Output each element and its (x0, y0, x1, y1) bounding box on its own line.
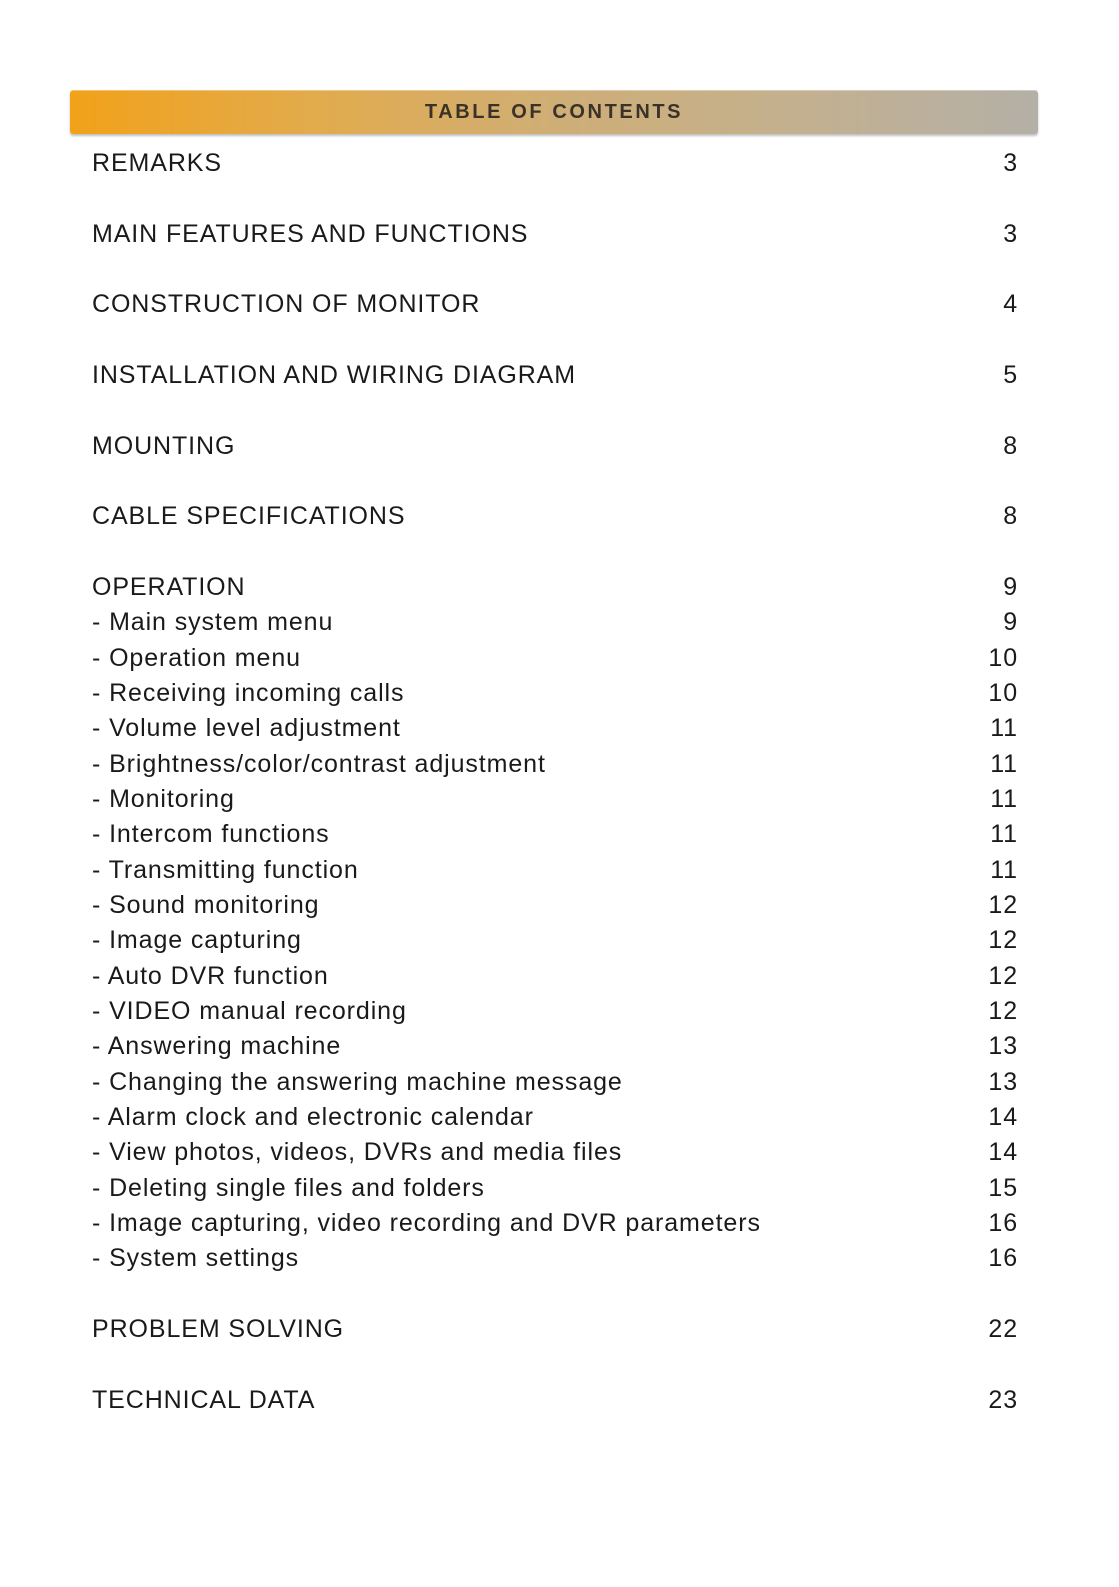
toc-entry-title: PROBLEM SOLVING (92, 1315, 344, 1343)
toc-subentry-sound-monitoring[interactable] (92, 888, 1018, 922)
toc-subentry-auto-dvr[interactable] (92, 959, 1018, 993)
toc-entry-page: 9 (1003, 573, 1018, 601)
toc-entry-page: 12 (988, 926, 1018, 954)
toc-entry-operation[interactable] (92, 570, 1018, 604)
toc-entry-title: CABLE SPECIFICATIONS (92, 502, 406, 530)
toc-entry-technical-data[interactable] (92, 1383, 1018, 1417)
toc-entry-title: - Transmitting function (92, 856, 359, 884)
toc-entry-title: - Receiving incoming calls (92, 679, 405, 707)
toc-entry-page: 13 (988, 1032, 1018, 1060)
toc-entry-page: 12 (988, 997, 1018, 1025)
toc-subentry-operation-menu[interactable] (92, 641, 1018, 675)
toc-entry-title: TECHNICAL DATA (92, 1386, 316, 1414)
toc-subentry-deleting-files[interactable] (92, 1171, 1018, 1205)
toc-entry-page: 22 (988, 1315, 1018, 1343)
toc-entry-main-features[interactable] (92, 217, 1018, 251)
toc-entry-title: - Monitoring (92, 785, 235, 813)
toc-entry-page: 5 (1003, 361, 1018, 389)
toc-subentry-view-media[interactable] (92, 1135, 1018, 1169)
toc-entry-title: - Intercom functions (92, 820, 330, 848)
toc-entry-page: 11 (990, 785, 1018, 813)
toc-entry-title: - Alarm clock and electronic calendar (92, 1103, 534, 1131)
toc-entry-page: 14 (988, 1103, 1018, 1131)
toc-entry-title: - Main system menu (92, 608, 334, 636)
toc-entry-construction[interactable] (92, 287, 1018, 321)
toc-entry-title: - VIDEO manual recording (92, 997, 407, 1025)
toc-subentry-system-settings[interactable] (92, 1241, 1018, 1275)
toc-entry-title: - System settings (92, 1244, 300, 1272)
toc-entry-page: 14 (988, 1138, 1018, 1166)
toc-entry-cable-specifications[interactable] (92, 499, 1018, 533)
toc-subentry-capture-parameters[interactable] (92, 1206, 1018, 1240)
toc-entry-page: 11 (990, 856, 1018, 884)
toc-entry-remarks[interactable] (92, 146, 1018, 180)
toc-entry-page: 11 (990, 820, 1018, 848)
toc-entry-title: REMARKS (92, 149, 222, 177)
toc-entry-title: - Changing the answering machine message (92, 1068, 623, 1096)
toc-subentry-monitoring[interactable] (92, 782, 1018, 816)
toc-entry-page: 10 (988, 679, 1018, 707)
toc-subentry-main-system-menu[interactable] (92, 605, 1018, 639)
toc-entry-page: 16 (988, 1209, 1018, 1237)
toc-entry-title: - Deleting single files and folders (92, 1174, 485, 1202)
toc-entry-page: 16 (988, 1244, 1018, 1272)
toc-entry-installation[interactable] (92, 358, 1018, 392)
toc-entry-problem-solving[interactable] (92, 1312, 1018, 1346)
toc-entry-page: 9 (1003, 608, 1018, 636)
toc-entry-page: 3 (1003, 220, 1018, 248)
toc-entry-title: - Operation menu (92, 644, 301, 672)
toc-entry-page: 15 (988, 1174, 1018, 1202)
toc-subentry-intercom[interactable] (92, 817, 1018, 851)
toc-entry-title: - Brightness/color/contrast adjustment (92, 750, 546, 778)
toc-entry-mounting[interactable] (92, 429, 1018, 463)
toc-subentry-receiving-calls[interactable] (92, 676, 1018, 710)
toc-entry-page: 12 (988, 962, 1018, 990)
toc-subentry-volume-level[interactable] (92, 711, 1018, 745)
toc-list (92, 0, 1018, 1587)
toc-entry-title: - Image capturing (92, 926, 302, 954)
toc-subentry-image-capturing[interactable] (92, 923, 1018, 957)
toc-heading: TABLE OF CONTENTS (424, 100, 684, 123)
toc-entry-title: CONSTRUCTION OF MONITOR (92, 290, 481, 318)
toc-entry-page: 11 (990, 750, 1018, 778)
toc-entry-page: 8 (1003, 432, 1018, 460)
toc-subentry-brightness[interactable] (92, 747, 1018, 781)
toc-entry-page: 4 (1003, 290, 1018, 318)
toc-entry-title: INSTALLATION AND WIRING DIAGRAM (92, 361, 576, 389)
toc-entry-page: 12 (988, 891, 1018, 919)
toc-entry-title: MAIN FEATURES AND FUNCTIONS (92, 220, 529, 248)
toc-subentry-answering-message[interactable] (92, 1065, 1018, 1099)
toc-entry-page: 10 (988, 644, 1018, 672)
toc-entry-page: 11 (990, 714, 1018, 742)
toc-entry-title: OPERATION (92, 573, 246, 601)
toc-entry-title: - Sound monitoring (92, 891, 320, 919)
toc-entry-title: - Answering machine (92, 1032, 342, 1060)
toc-entry-title: - Image capturing, video recording and DVR parameters (92, 1209, 761, 1237)
toc-entry-page: 8 (1003, 502, 1018, 530)
toc-subentry-alarm-clock[interactable] (92, 1100, 1018, 1134)
toc-entry-page: 23 (988, 1386, 1018, 1414)
toc-subentry-transmitting[interactable] (92, 853, 1018, 887)
toc-entry-page: 3 (1003, 149, 1018, 177)
toc-entry-title: - Auto DVR function (92, 962, 329, 990)
toc-entry-title: MOUNTING (92, 432, 236, 460)
toc-entry-title: - View photos, videos, DVRs and media files (92, 1138, 623, 1166)
toc-entry-page: 13 (988, 1068, 1018, 1096)
toc-subentry-video-recording[interactable] (92, 994, 1018, 1028)
toc-entry-title: - Volume level adjustment (92, 714, 401, 742)
toc-subentry-answering-machine[interactable] (92, 1029, 1018, 1063)
